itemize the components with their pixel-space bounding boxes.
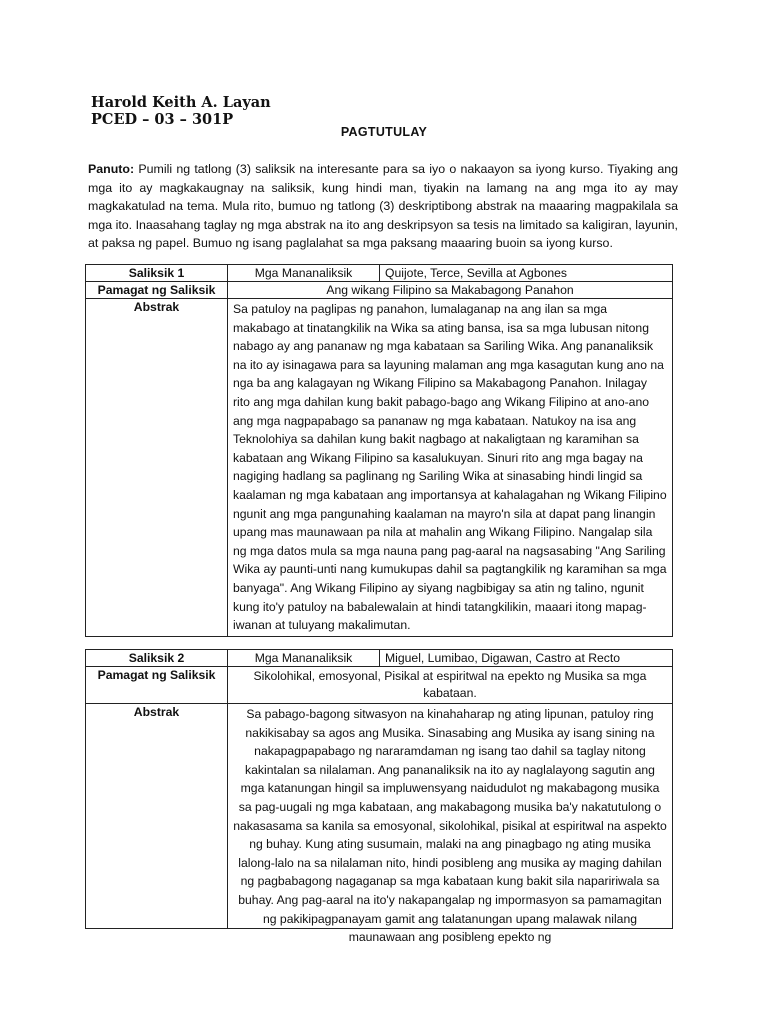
author-section: PCED – 03 – 301P bbox=[91, 111, 234, 128]
study-label: Saliksik 1 bbox=[86, 265, 228, 282]
paper-title-label: Pamagat ng Saliksik bbox=[86, 282, 228, 299]
instructions-paragraph bbox=[88, 160, 678, 253]
instructions-text: Pumili ng tatlong (3) saliksik na interesante para sa iyo o nakaayon sa iyong kurso. Tiyaking ang mga ito ay magkakaugnay na saliksik, kung hindi man, tiyakin na lamang na ang mga ito ay may magkakatulad na tema. Mula rito, bumuo ng tatlong (3) deskriptibong abstrak na maaaring magpakilala sa mga ito. Inaasahang taglay ng mga abstrak na ito ang deskripsyon sa tesis na limitado sa kaligiran, layunin, at paksa ng papel. Bumuo ng isang paglalahat sa mga paksang maaaring buoin sa iyong kurso. bbox=[88, 162, 678, 251]
instructions-label: Panuto: bbox=[88, 162, 135, 176]
paper-title-value: Ang wikang Filipino sa Makabagong Panahon bbox=[228, 282, 673, 299]
table-row bbox=[86, 265, 673, 282]
document-title: PAGTUTULAY bbox=[340, 125, 428, 139]
abstract-text: Sa pabago-bagong sitwasyon na kinahaharap ng ating lipunan, patuloy ring nakikisabay sa agos ang Musika. Sinasabing ang Musika ay isang sining na nakapagpapabago ng nararamdaman ng isang tao dahil sa taglay nitong kakintalan sa nilalaman. Ang pananaliksik na ito ay naglalayong sagutin ang mga katanungan hingil sa impluwensyang naidudulot ng makabagong musika sa pag-uugali ng mga kabataan, ang makabagong musika ba'y nakatutulong o nakasasama sa kanila sa emosyonal, sikolohikal, pisikal at espiritwal na aspekto ng buhay. Kung ating susumain, malaki na ang pinagbago ng ating musika lalong-lalo na sa nilalaman nito, hindi posibleng ang musika ay maging dahilan ng pagbabagong nagaganap sa mga kabataan kung bakit sila napaririwala sa buhay. Ang pag-aaral na ito'y nakapangalap ng impormasyon sa pamamagitan ng pakikipagpanayam gamit ang talatanungan upang malawak nilang maunawaan ang posibleng epekto ng bbox=[233, 707, 667, 945]
researchers-value: Miguel, Lumibao, Digawan, Castro at Recto bbox=[380, 650, 673, 667]
table-row bbox=[86, 299, 673, 637]
author-name: Harold Keith A. Layan bbox=[91, 94, 271, 111]
researchers-label: Mga Mananaliksik bbox=[228, 650, 380, 667]
table-row bbox=[86, 282, 673, 299]
table-row bbox=[86, 704, 673, 929]
study-table-1 bbox=[85, 264, 673, 637]
abstract-text: Sa patuloy na paglipas ng panahon, lumalaganap na ang ilan sa mga makabago at tinatangkilik na Wika sa ating bansa, isa sa mga lubusan nitong nabago ay ang pananaw ng mga kabataan sa Sariling Wika. Ang pananaliksik na ito ay isinagawa para sa layuning malaman ang mga kasagutan kung ano na nga ba ang kalagayan ng Wikang Filipino sa Makabagong Panahon. Inilagay rito ang mga dahilan kung bakit pabago-bago ang Wikang Filipino at ano-ano ang mga nagpapabago sa pananaw ng mga kabataan. Natukoy na isa ang Teknolohiya sa dahilan kung bakit nagbago at nakaligtaan ng karamihan sa kabataan ang Wikang Filipino sa kasalukuyan. Sinuri rito ang mga bagay na nagiging hadlang sa paglinang ng Sariling Wika at sinasabing hindi lingid sa kaalaman ng mga kabataan ang importansya at kahalagahan ng Wikang Filipino ngunit ang mga pangunahing kaalaman na mayro'n sila at dapat pang linangin upang mas maunawaan pa nila at mahalin ang Wikang Filipino. Nangalap sila ng mga datos mula sa mga nauna pang pag-aaral na nagsasabing "Ang Sariling Wika ay paunti-unti nang kumukupas dahil sa pagtangkilik ng karamihan sa mga banyaga". Ang Wikang Filipino ay siyang nagbibigay sa atin ng talino, ngunit kung ito'y patuloy na babalewalain at hindi tatangkilikin, maaari itong mapag-iwanan at tuluyang makalimutan. bbox=[228, 299, 673, 637]
table-row bbox=[86, 667, 673, 704]
researchers-label: Mga Mananaliksik bbox=[228, 265, 380, 282]
paper-title-label: Pamagat ng Saliksik bbox=[86, 667, 228, 704]
table-row bbox=[86, 650, 673, 667]
abstract-cell bbox=[228, 704, 673, 945]
abstract-label: Abstrak bbox=[86, 299, 228, 637]
abstract-label: Abstrak bbox=[86, 704, 228, 929]
researchers-value: Quijote, Terce, Sevilla at Agbones bbox=[380, 265, 673, 282]
study-table-2 bbox=[85, 649, 673, 945]
study-label: Saliksik 2 bbox=[86, 650, 228, 667]
paper-title-value: Sikolohikal, emosyonal, Pisikal at espiritwal na epekto ng Musika sa mga kabataan. bbox=[228, 667, 673, 704]
